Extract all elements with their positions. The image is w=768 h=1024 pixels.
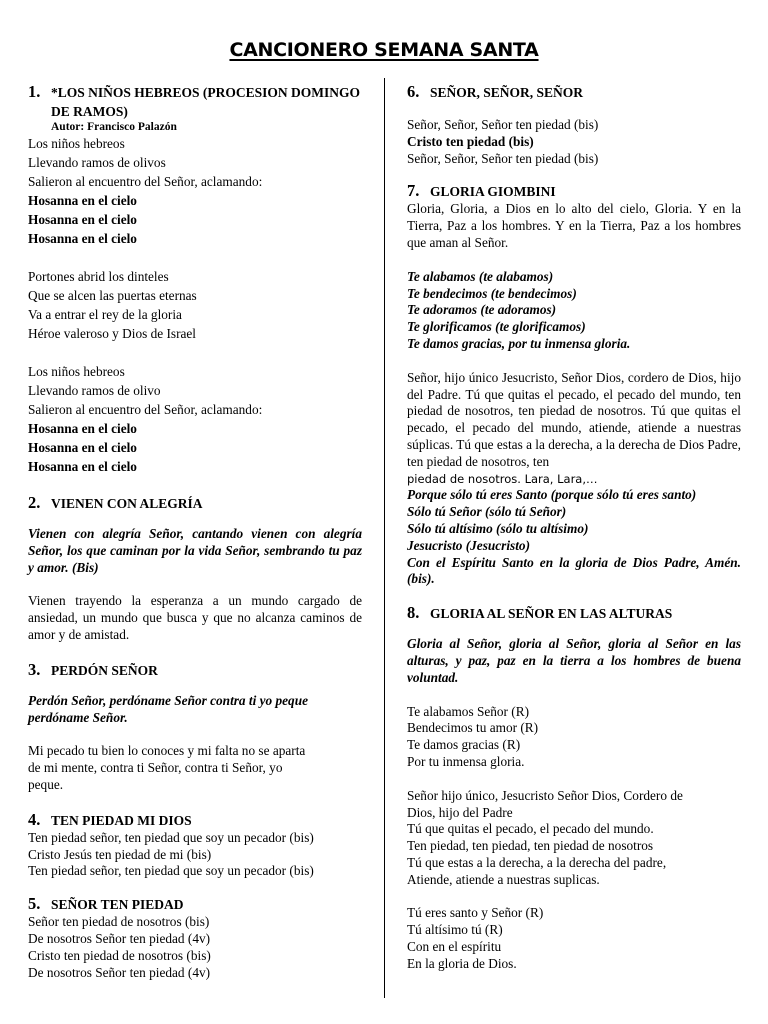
lyric-paragraph: Perdón Señor, perdóname Señor contra ti yo peque perdóname Señor. <box>28 692 308 725</box>
song-number: 1. <box>28 82 41 101</box>
song-3 <box>28 660 362 794</box>
lyric-line: Mi pecado tu bien lo conoces y mi falta no se aparta <box>28 743 306 759</box>
lyric-line: Señor, Señor, Señor ten piedad (bis) <box>407 150 599 166</box>
song-title: GLORIA AL SEÑOR EN LAS ALTURAS <box>430 606 673 622</box>
lyric-line: Ten piedad señor, ten piedad que soy un pecador (bis) <box>28 863 314 879</box>
lyric-paragraph: Vienen con alegría Señor, cantando vienen con alegría Señor, los que caminan por la vida Señor, sembrando tu paz y amor. (Bis) <box>28 526 362 575</box>
lyric-line: Tú altísimo tú (R) <box>407 922 503 938</box>
song-number: 6. <box>407 82 420 101</box>
lyric-line: Te damos gracias (R) <box>407 737 521 753</box>
lyric-line: Ten piedad, ten piedad, ten piedad de nosotros <box>407 838 654 854</box>
lyric-line: Cristo ten piedad (bis) <box>407 133 534 149</box>
lyric-line: Atiende, atiende a nuestras suplicas. <box>407 871 600 887</box>
song-author: Autor: Francisco Palazón <box>51 121 177 133</box>
page-title: CANCIONERO SEMANA SANTA <box>229 39 539 61</box>
lyric-line: De nosotros Señor ten piedad (4v) <box>28 964 211 980</box>
lyric-line: Te alabamos (te alabamos) <box>407 268 554 284</box>
lyric-line: Los niños hebreos <box>28 136 125 151</box>
lyric-line: Porque sólo tú eres Santo (porque sólo tú eres santo) <box>407 487 697 503</box>
lyric-line: Tú que quitas el pecado, el pecado del mundo. <box>407 821 654 837</box>
right-column <box>407 82 741 973</box>
lyric-line: Te alabamos Señor (R) <box>407 703 530 719</box>
lyric-line: Te bendecimos (te bendecimos) <box>407 285 577 301</box>
song-number: 5. <box>28 894 41 914</box>
song-title: SEÑOR TEN PIEDAD <box>51 897 184 913</box>
lyric-line: Cristo ten piedad de nosotros (bis) <box>28 947 211 963</box>
lyric-line: Que se alcen las puertas eternas <box>28 288 197 303</box>
lyric-paragraph: Señor, hijo único Jesucristo, Señor Dios, cordero de Dios, hijo del Padre. Tú que quitas el pecado, el pecado del mundo, ten piedad de nosotros, ten piedad de nosotros. Tú que quitas el pecado, el pecado del mundo, atiende, atiende a nuestras súplicas. Tú que estas a la derecha, a la derecha de Dios Padre, ten piedad de nosotros, ten <box>407 369 741 469</box>
lyric-line: Bendecimos tu amor (R) <box>407 720 539 736</box>
lyric-line: Con en el espíritu <box>407 939 502 955</box>
song-2 <box>28 493 362 644</box>
lyric-line: Hosanna en el cielo <box>28 231 137 246</box>
lyric-line: Los niños hebreos <box>28 364 125 379</box>
lyric-line: Sólo tú Señor (sólo tú Señor) <box>407 504 567 520</box>
song-5 <box>28 894 362 981</box>
song-6 <box>407 82 741 167</box>
lyric-line: Salieron al encuentro del Señor, aclamando: <box>28 174 263 189</box>
lyric-line: Te glorificamos (te glorificamos) <box>407 319 586 335</box>
lyric-paragraph: Con el Espíritu Santo en la gloria de Dios Padre, Amén. (bis). <box>407 554 741 587</box>
lyric-line: Dios, hijo del Padre <box>407 804 513 820</box>
lyric-line: Hosanna en el cielo <box>28 421 137 436</box>
lyric-line: Hosanna en el cielo <box>28 459 137 474</box>
song-title: TEN PIEDAD MI DIOS <box>51 812 192 828</box>
song-title: VIENEN CON ALEGRÍA <box>51 496 203 511</box>
lyric-line: Va a entrar el rey de la gloria <box>28 307 182 322</box>
lyric-line: Ten piedad señor, ten piedad que soy un pecador (bis) <box>28 829 314 845</box>
lyric-paragraph: Gloria, Gloria, a Dios en lo alto del cielo, Gloria. Y en la Tierra, Paz a los hombres. Y en la Tierra, Paz a los hombres que aman al Señor. <box>407 201 741 250</box>
lyric-line: Hosanna en el cielo <box>28 193 137 208</box>
song-1 <box>28 82 362 476</box>
lyric-paragraph: Vienen trayendo la esperanza a un mundo cargado de ansiedad, un mundo que busca y que no alcanza caminos de amor y de amistad. <box>28 593 362 642</box>
lyric-line: Cristo Jesús ten piedad de mi (bis) <box>28 846 212 862</box>
song-number: 8. <box>407 603 420 623</box>
left-column <box>28 82 362 981</box>
lyric-paragraph: Gloria al Señor, gloria al Señor, gloria al Señor en las alturas, y paz, paz en la tierra a los hombres de buena voluntad. <box>407 636 741 685</box>
lyric-line: Llevando ramos de olivos <box>28 155 166 170</box>
lyric-line: En la gloria de Dios. <box>407 955 517 971</box>
lyric-line: Salieron al encuentro del Señor, aclamando: <box>28 402 263 417</box>
song-number: 7. <box>407 181 420 201</box>
lyric-line: de mi mente, contra ti Señor, contra ti Señor, yo <box>28 760 283 776</box>
lyric-line: Señor hijo único, Jesucristo Señor Dios, Cordero de <box>407 787 683 803</box>
column-divider <box>384 78 385 998</box>
song-number: 4. <box>28 809 41 829</box>
lyric-line: Señor, Señor, Señor ten piedad (bis) <box>407 117 599 132</box>
song-title: *LOS NIÑOS HEBREOS (PROCESION DOMINGO DE RAMOS) <box>51 85 361 119</box>
song-title: GLORIA GIOMBINI <box>430 184 556 200</box>
lyric-line: Hosanna en el cielo <box>28 212 137 227</box>
lyric-line: Jesucristo (Jesucristo) <box>407 537 530 553</box>
lyric-line: Tú eres santo y Señor (R) <box>407 905 544 921</box>
song-title: SEÑOR, SEÑOR, SEÑOR <box>430 85 584 100</box>
lyric-line: Por tu inmensa gloria. <box>407 753 525 769</box>
lyric-line: De nosotros Señor ten piedad (4v) <box>28 930 211 946</box>
lyric-line: Llevando ramos de olivo <box>28 383 161 398</box>
lyric-line: Tú que estas a la derecha, a la derecha del padre, <box>407 854 667 870</box>
lyric-line: Héroe valeroso y Dios de Israel <box>28 326 196 341</box>
song-number: 3. <box>28 659 41 679</box>
lyric-line: Hosanna en el cielo <box>28 440 137 455</box>
song-8 <box>407 603 741 973</box>
lyric-line: Señor ten piedad de nosotros (bis) <box>28 914 210 930</box>
song-number: 2. <box>28 493 41 512</box>
lyric-line: Portones abrid los dinteles <box>28 269 169 284</box>
lyric-line: Te adoramos (te adoramos) <box>407 302 557 318</box>
song-4 <box>28 810 362 880</box>
lyric-line: peque. <box>28 776 64 792</box>
lyric-line: Sólo tú altísimo (sólo tu altísimo) <box>407 520 589 536</box>
song-7 <box>407 181 741 588</box>
song-title: PERDÓN SEÑOR <box>51 662 158 678</box>
lyric-line: Te damos gracias, por tu inmensa gloria. <box>407 335 631 351</box>
lyric-line: piedad de nosotros. Lara, Lara,… <box>407 471 598 486</box>
